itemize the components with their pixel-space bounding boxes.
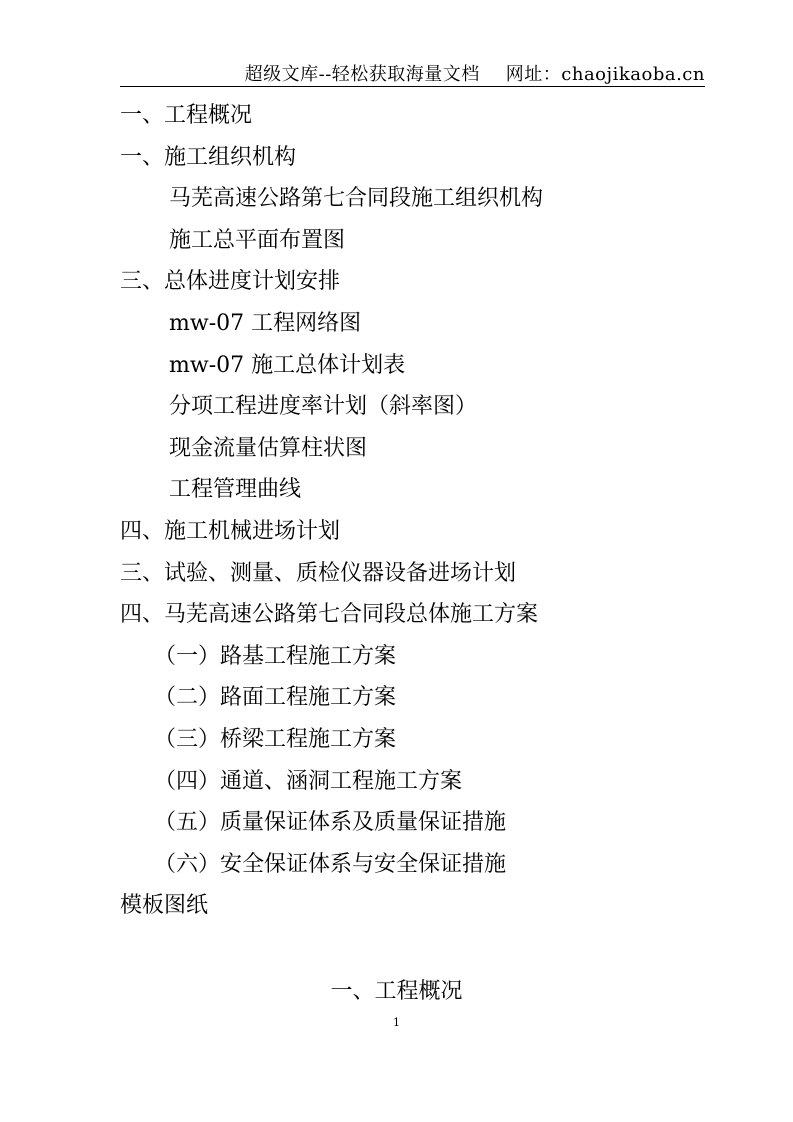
header-title: 超级文库--轻松获取海量文档 [244, 64, 480, 85]
header-text [245, 60, 705, 86]
toc-item: 四、马芜高速公路第七合同段总体施工方案 [120, 602, 539, 628]
toc-item: mw-07 施工总体计划表 [169, 352, 406, 378]
toc-item: mw-07 工程网络图 [169, 310, 362, 336]
toc-item: 四、施工机械进场计划 [120, 518, 341, 544]
toc-item: 三、总体进度计划安排 [120, 269, 341, 295]
toc-item: 工程管理曲线 [169, 477, 302, 503]
toc-item: （一）路基工程施工方案 [154, 643, 397, 669]
header-site-url: 网址：chaojikaoba.cn [505, 64, 705, 85]
page-header [120, 56, 705, 87]
toc-item: 分项工程进度率计划（斜率图） [169, 394, 478, 420]
toc-item: （三）桥梁工程施工方案 [154, 726, 397, 752]
toc-item: （四）通道、涵洞工程施工方案 [154, 768, 463, 794]
page-number: 1 [393, 1016, 400, 1029]
toc-item: 马芜高速公路第七合同段施工组织机构 [169, 186, 544, 212]
toc-item: （二）路面工程施工方案 [154, 685, 397, 711]
toc-item: 现金流量估算柱状图 [169, 435, 368, 461]
toc-item: （六）安全保证体系与安全保证措施 [154, 851, 507, 877]
toc-item: 一、工程概况 [120, 103, 253, 128]
toc-item: 三、试验、测量、质检仪器设备进场计划 [120, 560, 517, 586]
toc-item: 一、施工组织机构 [120, 144, 297, 170]
toc-item: 模板图纸 [120, 893, 209, 919]
toc-item: （五）质量保证体系及质量保证措施 [154, 810, 507, 836]
table-of-contents [120, 95, 705, 927]
toc-item: 施工总平面布置图 [169, 227, 346, 253]
section-heading: 一、工程概况 [330, 979, 463, 1004]
